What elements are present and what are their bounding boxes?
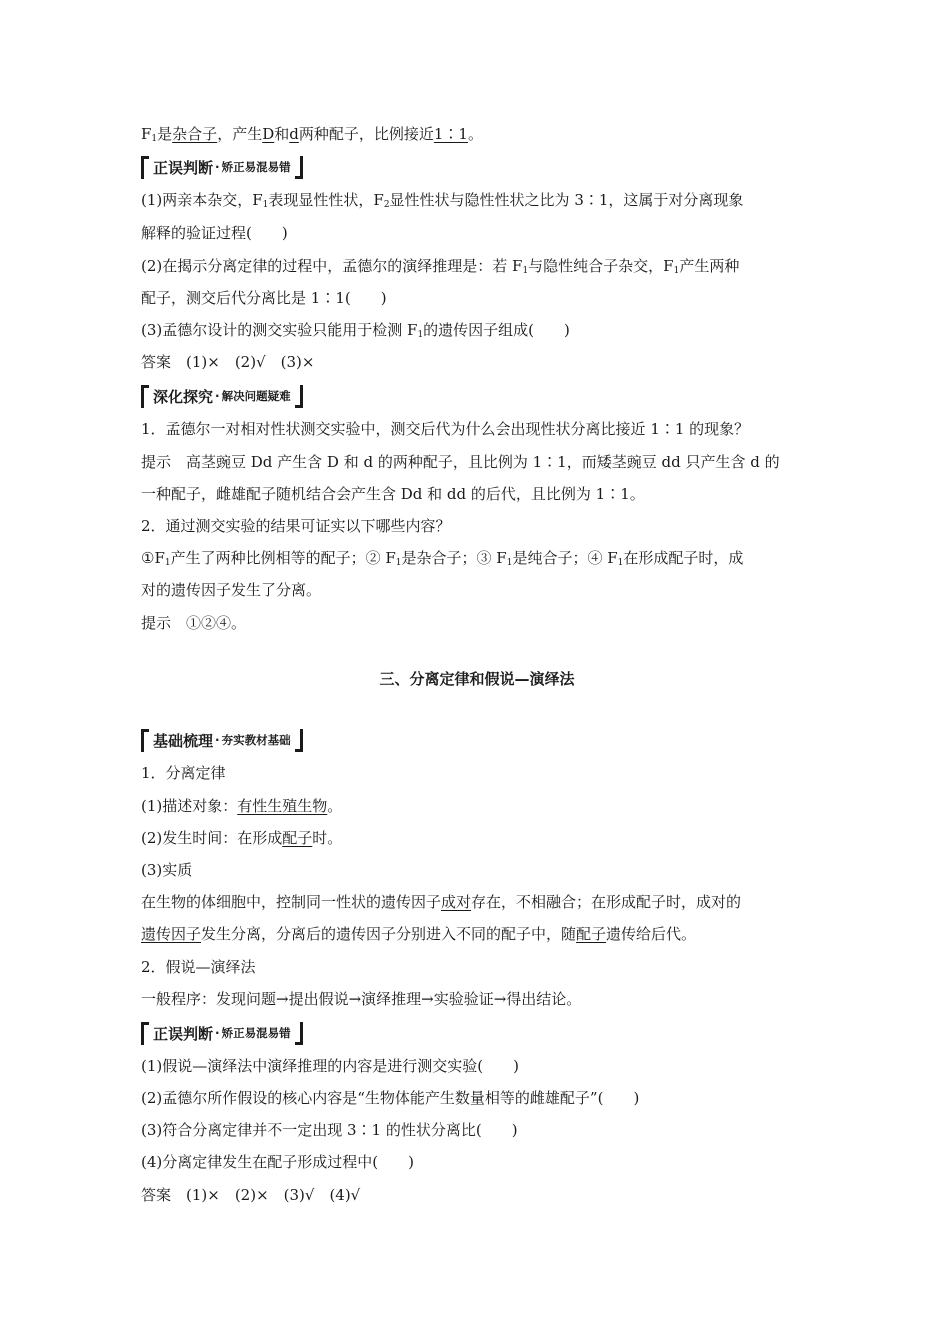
judge-question-2-cont: 配子，测交后代分离比是 1∶1( ) (141, 289, 387, 307)
judge-question-1 (141, 190, 813, 210)
basic-paragraph-cont (141, 924, 813, 944)
basic-item-3: (3)实质 (141, 861, 193, 879)
judge-question-1-cont: 解释的验证过程( ) (141, 224, 288, 242)
bracket-right-icon (295, 156, 303, 179)
text: 产生两种 (679, 257, 740, 275)
underlined-answer: 1∶1 (433, 125, 468, 143)
bracket-left-icon (141, 729, 149, 752)
section-title: 三、分离定律和假说—演绎法 (379, 670, 575, 688)
basic-title-1: 1．分离定律 (141, 764, 226, 782)
bracket-right-icon (295, 385, 303, 408)
text: 。 (327, 797, 343, 815)
subscript: 1 (164, 558, 171, 568)
explore-hint-1: 提示 高茎豌豆 Dd 产生含 D 和 d 的两种配子，且比例为 1∶1，而矮茎豌豆 dd 只产生含 d 的 (141, 453, 780, 471)
tag-title: 深化探究 (153, 387, 214, 406)
basic-title-2: 2．假说—演绎法 (141, 958, 256, 976)
text: 发生分离，分离后的遗传因子分别进入不同的配子中，随 (201, 925, 577, 943)
judge-question-2 (141, 256, 813, 276)
text: 和 (274, 125, 290, 143)
explore-question-2: 2．通过测交实验的结果可证实以下哪些内容？ (141, 517, 451, 535)
basic-item-2 (141, 828, 813, 848)
judge2-question-4: (4)分离定律发生在配子形成过程中( ) (141, 1153, 414, 1171)
underlined-answer: D (262, 125, 275, 143)
tag-dot: · (215, 160, 220, 174)
subscript: 1 (522, 266, 529, 276)
text: (2)在揭示分离定律的过程中，孟德尔的演绎推理是：若 F (141, 257, 523, 275)
bracket-left-icon (141, 1022, 149, 1045)
underlined-answer: d (289, 125, 299, 143)
explore-options-cont: 对的遗传因子发生了分离。 (141, 581, 322, 599)
subscript: 2 (383, 200, 390, 210)
text: 产生了两种比例相等的配子；② F (170, 549, 396, 567)
subscript: 1 (506, 558, 513, 568)
text: F (141, 125, 152, 143)
subscript: 1 (617, 558, 624, 568)
basic-procedure: 一般程序：发现问题→提出假说→演绎推理→实验验证→得出结论。 (141, 990, 582, 1008)
text: 显性性状与隐性性状之比为 3∶1，这属于对分离现象 (389, 191, 744, 209)
text: ，产生 (217, 125, 263, 143)
explore-hint-2: 提示 ①②④。 (141, 614, 247, 632)
underlined-answer: 配子 (576, 925, 607, 943)
subscript: 1 (262, 200, 269, 210)
judge-answer: 答案 (1)× (2)√ (3)× (141, 353, 315, 371)
bracket-left-icon (141, 156, 149, 179)
tag-subtitle: 夯实教材基础 (221, 733, 291, 747)
tag-subtitle: 解决问题疑难 (221, 389, 291, 403)
text: (1)描述对象： (141, 797, 238, 815)
text: 与隐性纯合子杂交，F (528, 257, 674, 275)
judge2-question-3: (3)符合分离定律并不一定出现 3∶1 的性状分离比( ) (141, 1121, 518, 1139)
section-tag-judge-2 (141, 1020, 303, 1046)
text: (1)两亲本杂交，F (141, 191, 263, 209)
text: 在形成配子时，成 (623, 549, 744, 567)
text: 时。 (312, 829, 343, 847)
basic-item-1 (141, 796, 813, 816)
text: 两种配子，比例接近 (298, 125, 434, 143)
section-tag-basic (141, 727, 303, 753)
text: 是 (157, 125, 173, 143)
text: 的遗传因子组成( ) (423, 321, 570, 339)
underlined-answer: 成对 (441, 893, 472, 911)
tag-dot: · (215, 733, 220, 747)
tag-subtitle: 矫正易混易错 (221, 1026, 291, 1040)
text: 存在，不相融合；在形成配子时，成对的 (471, 893, 742, 911)
text: 是杂合子；③ F (401, 549, 507, 567)
tag-title: 正误判断 (153, 158, 214, 177)
subscript: 1 (151, 134, 158, 144)
bracket-right-icon (295, 1022, 303, 1045)
judge2-question-1: (1)假说—演绎法中演绎推理的内容是进行测交实验( ) (141, 1057, 519, 1075)
tag-dot: · (215, 1026, 220, 1040)
tag-dot: · (215, 389, 220, 403)
explore-options (141, 548, 813, 568)
tag-title: 基础梳理 (153, 731, 214, 750)
underlined-answer: 配子 (282, 829, 313, 847)
text: (2)发生时间：在形成 (141, 829, 283, 847)
judge-question-3 (141, 320, 813, 340)
text: (3)孟德尔设计的测交实验只能用于检测 F (141, 321, 418, 339)
underlined-answer: 杂合子 (172, 125, 218, 143)
text: 在生物的体细胞中，控制同一性状的遗传因子 (141, 893, 442, 911)
text: 。 (467, 125, 483, 143)
judge2-answer: 答案 (1)× (2)× (3)√ (4)√ (141, 1186, 361, 1204)
text: ①F (141, 549, 165, 567)
judge2-question-2: (2)孟德尔所作假设的核心内容是“生物体能产生数量相等的雌雄配子”( ) (141, 1089, 640, 1107)
subscript: 1 (417, 330, 424, 340)
explore-hint-1-cont: 一种配子，雌雄配子随机结合会产生含 Dd 和 dd 的后代，且比例为 1∶1。 (141, 485, 645, 503)
bracket-left-icon (141, 385, 149, 408)
subscript: 1 (395, 558, 402, 568)
subscript: 1 (673, 266, 680, 276)
bracket-right-icon (295, 729, 303, 752)
text: 是纯合子；④ F (512, 549, 618, 567)
explore-question-1: 1．孟德尔一对相对性状测交实验中，测交后代为什么会出现性状分离比接近 1∶1 的现象？ (141, 420, 750, 438)
text: 遗传给后代。 (606, 925, 697, 943)
underlined-answer: 有性生殖生物 (237, 797, 328, 815)
tag-title: 正误判断 (153, 1024, 214, 1043)
text-line (141, 124, 813, 144)
underlined-answer: 遗传因子 (141, 925, 202, 943)
section-tag-judge (141, 154, 303, 180)
tag-subtitle: 矫正易混易错 (221, 160, 291, 174)
section-tag-explore (141, 383, 303, 409)
text: 表现显性性状，F (268, 191, 384, 209)
basic-paragraph (141, 892, 813, 912)
